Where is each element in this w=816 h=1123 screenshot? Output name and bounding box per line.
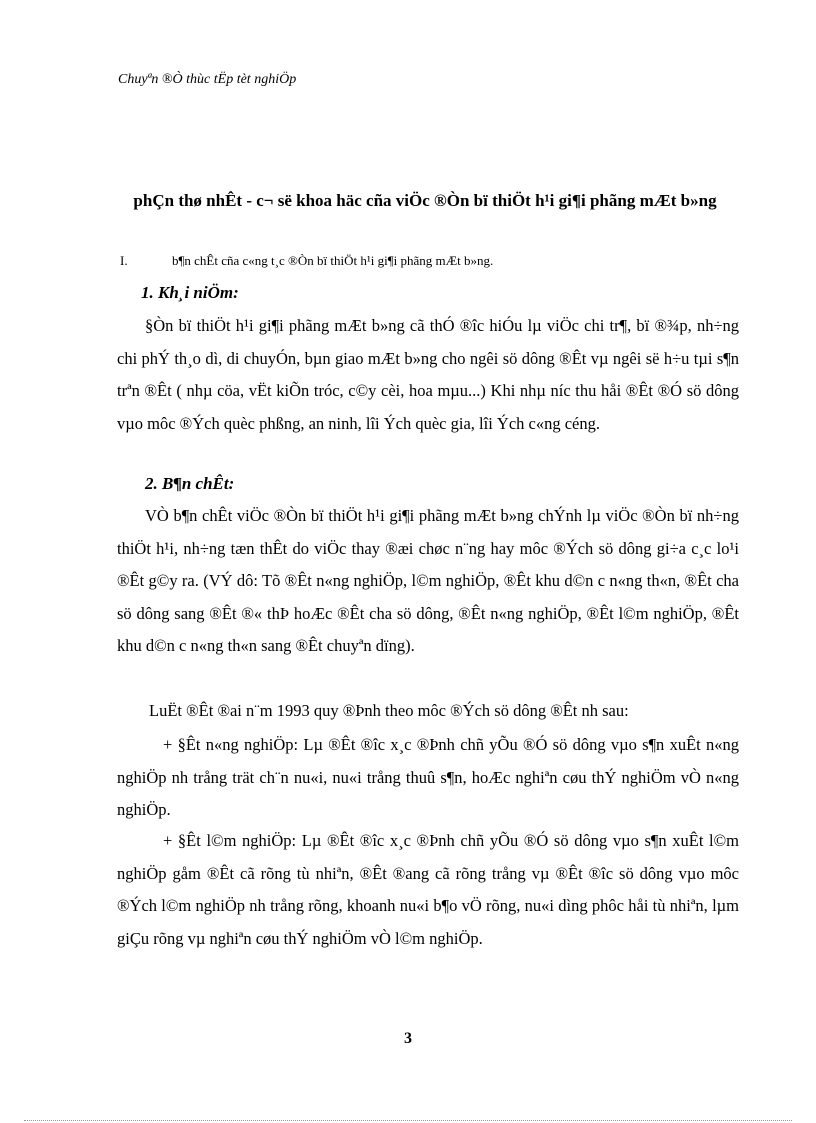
running-header: Chuyªn ®Ò thùc tËp tèt nghiÖp <box>118 72 297 87</box>
section-heading-concept: 1. Kh¸i niÖm: <box>141 283 239 302</box>
page-bottom-divider <box>24 1120 792 1121</box>
paragraph-law-intro: LuËt ®Êt ®ai n¨m 1993 quy ®Þnh theo môc ®Ých sö dông ®Êt nh sau: <box>149 701 629 720</box>
subheading <box>120 253 493 269</box>
paragraph-nature: VÒ b¶n chÊt viÖc ®Òn bï thiÖt h¹i gi¶i phãng mÆt b»ng chÝnh lµ viÖc ®Òn bï nh÷ng thiÖt h¹i, nh÷ng tæn thÊt do viÖc thay ®æi chøc n¨ng hay môc ®Ých sö dông gi÷a c¸c lo¹i ®Êt g©y ra. (VÝ dô: Tõ ®Êt n«ng nghiÖp, l©m nghiÖp, ®Êt khu d©n c n«ng th«n, ®Êt cha sö dông sang ®Êt ®« thÞ hoÆc ®Êt cha sö dông, ®Êt n«ng nghiÖp, ®Êt l©m nghiÖp, ®Êt khu d©n c n«ng th«n sang ®Êt chuyªn dïng). <box>117 506 739 656</box>
section-heading-nature: 2. B¶n chÊt: <box>145 474 235 493</box>
subheading-numeral: I. <box>120 253 128 268</box>
page-number: 3 <box>404 1030 412 1047</box>
paragraph-forestry-land: + §Êt l©m nghiÖp: Lµ ®Êt ®îc x¸c ®Þnh chñ yÕu ®Ó sö dông vµo s¶n xuÊt l©m nghiÖp gåm ®Êt cã rõng tù nhiªn, ®Êt ®ang cã rõng trång vµ ®Êt ®îc sö dông vµo môc ®Ých l©m nghiÖp nh trång rõng, khoanh nu«i b¶o vÖ rõng, nu«i dìng phôc håi tù nhiªn, lµm giÇu rõng vµ nghiªn cøu thÝ nghiÖm vÒ l©m nghiÖp. <box>117 831 739 948</box>
subheading-text: b¶n chÊt cña c«ng t¸c ®Òn bï thiÖt h¹i gi¶i phãng mÆt b»ng. <box>172 253 494 268</box>
paragraph-concept: §Òn bï thiÖt h¹i gi¶i phãng mÆt b»ng cã thÓ ®îc hiÓu lµ viÖc chi tr¶, bï ®¾p, nh÷ng chi phÝ th¸o dì, di chuyÓn, bµn giao mÆt b»ng cho ngêi sö dông ®Êt vµ ngêi së h÷u tµi s¶n trªn ®Êt ( nhµ cöa, vËt kiÕn tróc, c©y cèi, hoa mµu...) Khi nhµ níc thu håi ®Êt ®Ó sö dông vµo môc ®Ých quèc phßng, an ninh, lîi Ých quèc gia, lîi Ých c«ng céng. <box>117 316 739 433</box>
part-title: phÇn thø nhÊt - c¬ së khoa häc cña viÖc ®Òn bï thiÖt h¹i gi¶i phãng mÆt b»ng <box>133 191 717 210</box>
paragraph-agricultural-land: + §Êt n«ng nghiÖp: Lµ ®Êt ®îc x¸c ®Þnh chñ yÕu ®Ó sö dông vµo s¶n xuÊt n«ng nghiÖp nh trång trät ch¨n nu«i, nu«i trång thuû s¶n, hoÆc nghiªn cøu thÝ nghiÖm vÒ n«ng nghiÖp. <box>117 735 739 820</box>
